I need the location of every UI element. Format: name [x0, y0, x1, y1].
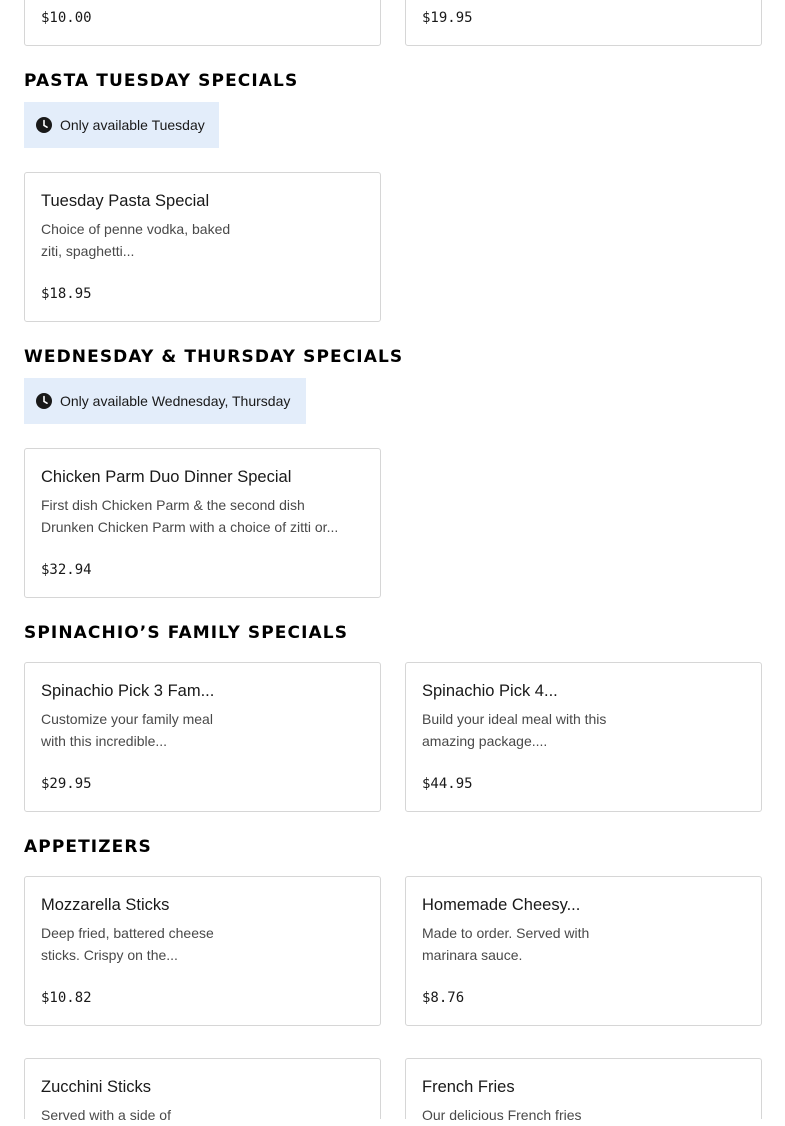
menu-item-card[interactable]	[405, 876, 762, 1026]
availability-badge	[24, 102, 219, 148]
clock-icon	[36, 117, 52, 133]
item-price: $29.95	[41, 776, 92, 792]
item-price: $44.95	[422, 776, 473, 792]
item-name: Zucchini Sticks	[41, 1078, 152, 1096]
menu-item-card[interactable]	[24, 172, 381, 322]
item-price: $19.95	[422, 10, 473, 26]
item-price: $18.95	[41, 286, 92, 302]
section-title: SPINACHIO’S FAMILY SPECIALS	[24, 623, 349, 643]
clock-icon	[36, 393, 52, 409]
item-description: Made to order. Served with marinara sauce.	[422, 925, 590, 963]
section-title: WEDNESDAY & THURSDAY SPECIALS	[24, 347, 404, 367]
item-description: Our delicious French fries	[422, 1107, 582, 1123]
section-title: PASTA TUESDAY SPECIALS	[24, 71, 299, 91]
menu-item-card[interactable]	[24, 1058, 381, 1123]
item-name: Spinachio Pick 3 Fam...	[41, 682, 215, 700]
menu-item-card[interactable]	[24, 662, 381, 812]
item-description: Choice of penne vodka, baked ziti, spaghetti...	[41, 221, 231, 259]
menu-item-card[interactable]	[405, 0, 762, 46]
item-name: French Fries	[422, 1078, 515, 1096]
item-price: $10.82	[41, 990, 92, 1006]
item-name: Homemade Cheesy...	[422, 896, 581, 914]
item-description: Build your ideal meal with this amazing package....	[422, 711, 607, 749]
item-description: Deep fried, battered cheese sticks. Crispy on the...	[41, 925, 214, 963]
item-name: Chicken Parm Duo Dinner Special	[41, 468, 292, 486]
menu-item-card[interactable]	[24, 876, 381, 1026]
item-name: Mozzarella Sticks	[41, 896, 170, 914]
availability-text: Only available Tuesday	[60, 117, 205, 133]
item-description: Customize your family meal with this incredible...	[41, 711, 213, 749]
item-price: $8.76	[422, 990, 465, 1006]
menu-item-card[interactable]	[405, 662, 762, 812]
item-description: First dish Chicken Parm & the second dish Drunken Chicken Parm with a choice of zitti or...	[41, 497, 339, 535]
item-price: $10.00	[41, 10, 92, 26]
menu-item-card[interactable]	[24, 448, 381, 598]
availability-badge	[24, 378, 306, 424]
availability-text: Only available Wednesday, Thursday	[60, 393, 291, 409]
item-name: Spinachio Pick 4...	[422, 682, 558, 700]
section-title: APPETIZERS	[24, 837, 152, 857]
item-description: Served with a side of	[41, 1107, 171, 1123]
item-name: Tuesday Pasta Special	[41, 192, 210, 210]
menu-item-card[interactable]	[24, 0, 381, 46]
item-price: $32.94	[41, 562, 92, 578]
menu-item-card[interactable]	[405, 1058, 762, 1123]
